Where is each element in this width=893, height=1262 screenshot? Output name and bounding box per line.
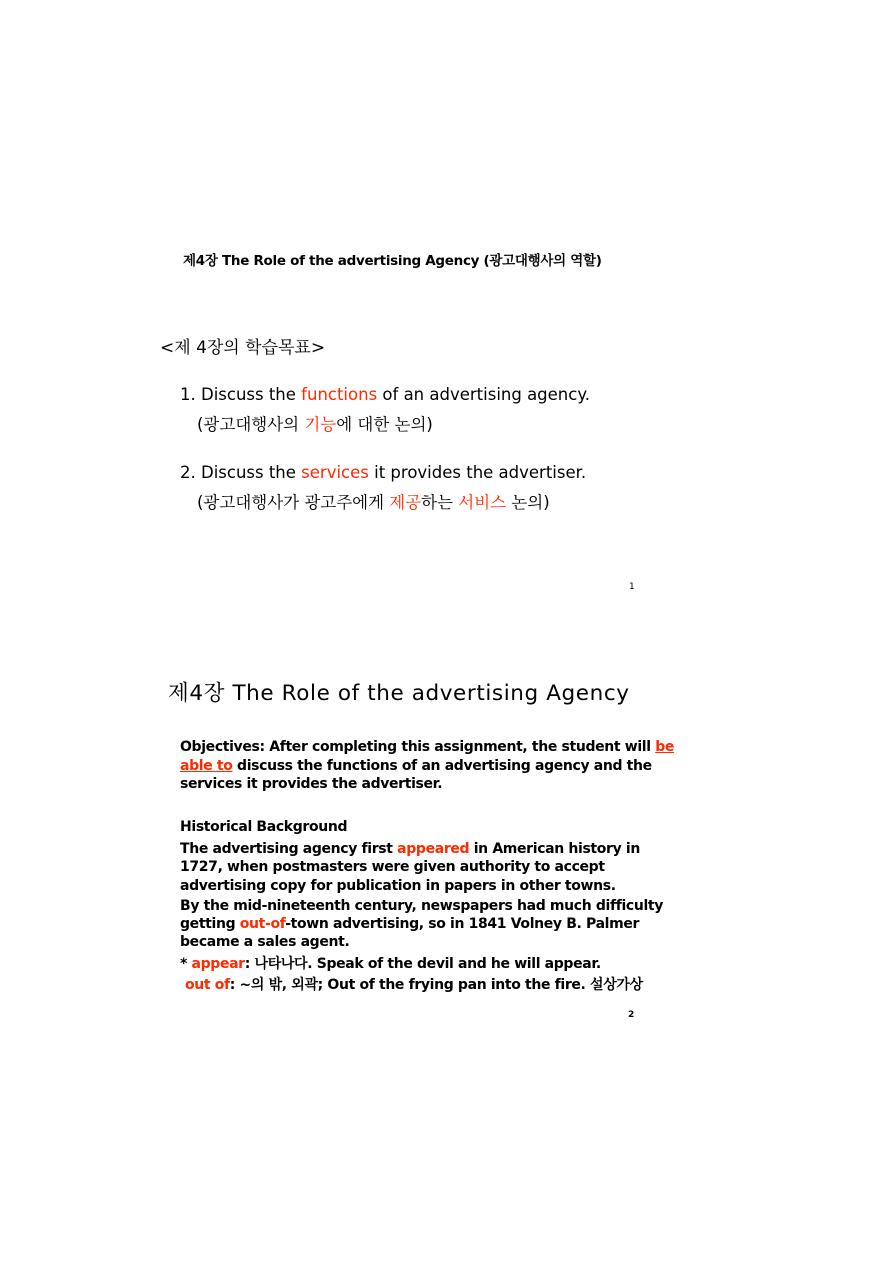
slide2-title: 제4장 The Role of the advertising Agency <box>168 681 630 706</box>
para2-line-1: By the mid-nineteenth century, newspapers had much difficulty <box>180 898 664 914</box>
para1-keyword-appeared: appeared <box>397 841 470 857</box>
para2-line-2-suffix: -town advertising, so in 1841 Volney B. Palmer <box>285 916 640 932</box>
para2-line-2-prefix: getting <box>180 916 240 932</box>
note-out-of-text: : ~의 밖, 외곽; Out of the frying pan into the fire. 설상가상 <box>229 977 643 993</box>
para1-line-3: advertising copy for publication in papers in other towns. <box>180 878 616 894</box>
objective-1-ko-prefix: (광고대행사의 <box>197 415 305 434</box>
objectives-line-2-text: discuss the functions of an advertising agency and the <box>232 758 652 774</box>
slide1-objective-1 <box>180 385 590 404</box>
para2-line-2 <box>180 915 639 934</box>
slide1-objectives-heading: <제 4장의 학습목표> <box>160 338 326 358</box>
objectives-line-2 <box>180 757 652 776</box>
note-appear <box>180 955 601 974</box>
objective-1-suffix: of an advertising agency. <box>377 385 590 404</box>
para1-line-1 <box>180 840 640 859</box>
slide1-page-number: 1 <box>629 582 635 592</box>
para1-line-2: 1727, when postmasters were given authority to accept <box>180 859 605 875</box>
note-out-of-keyword: out of <box>185 977 230 993</box>
objective-1-prefix: 1. Discuss the <box>180 385 302 404</box>
objectives-line-1 <box>180 738 674 757</box>
objective-2-prefix: 2. Discuss the <box>180 463 302 482</box>
objective-2-keyword: services <box>301 463 369 482</box>
objectives-keyword-able-to: able to <box>180 758 233 774</box>
historical-background-heading: Historical Background <box>180 819 348 835</box>
objectives-line-1-text: Objectives: After completing this assignment, the student will <box>180 739 656 755</box>
objective-2-ko-keyword-1: 제공 <box>389 493 422 512</box>
para2-keyword-out-of: out-of <box>239 916 286 932</box>
objective-2-ko-keyword-2: 서비스 <box>458 493 507 512</box>
note-out-of <box>185 976 643 995</box>
note-appear-keyword: appear <box>191 956 245 972</box>
objective-1-ko-keyword: 기능 <box>304 415 337 434</box>
objectives-line-3: services it provides the advertiser. <box>180 776 443 792</box>
slide1-objective-2 <box>180 463 586 482</box>
objective-2-ko-suffix: 논의) <box>506 493 550 512</box>
slide2-page-number: 2 <box>628 1010 635 1020</box>
slide1-objective-2-korean <box>197 489 550 513</box>
slide1-objective-1-korean <box>197 411 433 435</box>
objective-2-ko-middle: 하는 <box>421 493 459 512</box>
para1-line-1-prefix: The advertising agency first <box>180 841 398 857</box>
objective-1-ko-suffix: 에 대한 논의) <box>336 415 433 434</box>
objective-2-suffix: it provides the advertiser. <box>368 463 587 482</box>
note-appear-bullet: * <box>180 956 192 972</box>
para1-line-1-suffix: in American history in <box>469 841 640 857</box>
objective-1-keyword: functions <box>301 385 378 404</box>
objectives-keyword-be: be <box>655 739 675 755</box>
note-appear-text: : 나타나다. Speak of the devil and he will appear. <box>244 956 601 972</box>
objective-2-ko-prefix: (광고대행사가 광고주에게 <box>197 493 390 512</box>
slide1-title: 제4장 The Role of the advertising Agency (광고대행사의 역할) <box>183 253 602 269</box>
para2-line-3: became a sales agent. <box>180 934 350 950</box>
